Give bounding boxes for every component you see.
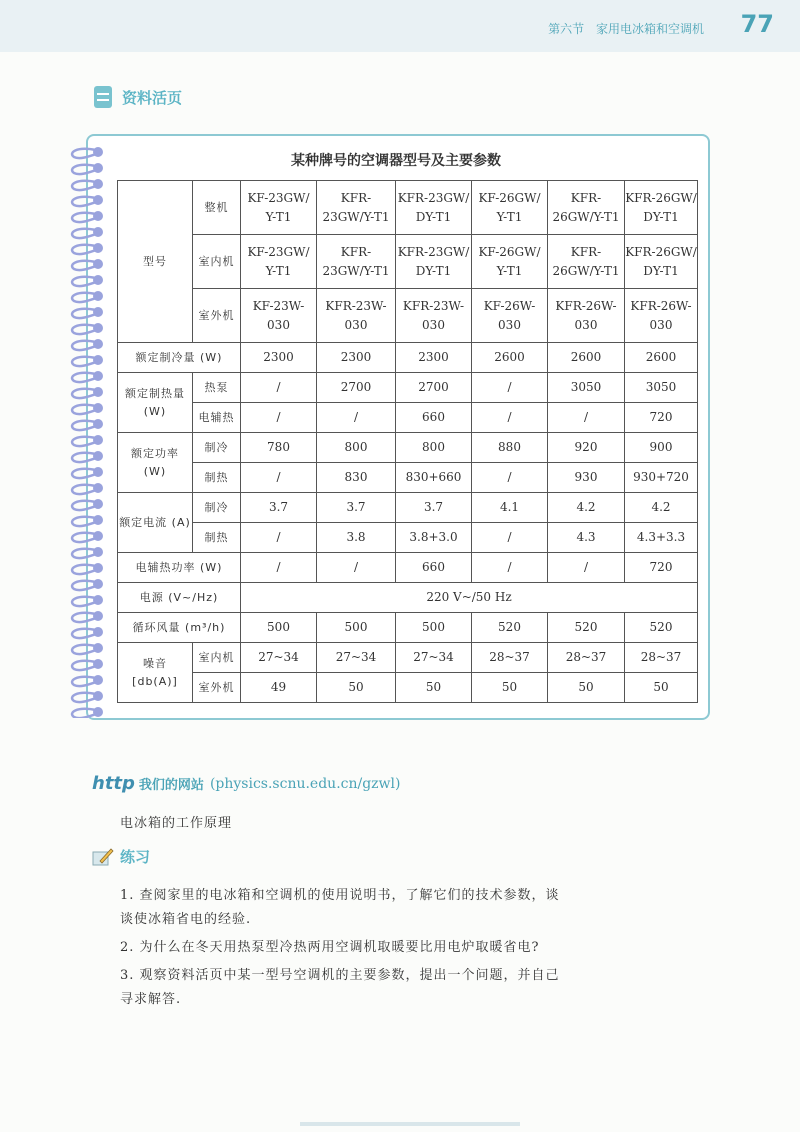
cell: / xyxy=(241,403,317,433)
cell: 780 xyxy=(241,433,317,463)
cell: 3.8 xyxy=(317,523,396,553)
table-row xyxy=(118,235,698,289)
cell: 930 xyxy=(548,463,625,493)
cell: 4.3+3.3 xyxy=(625,523,698,553)
cell: KFR- 23GW/Y-T1 xyxy=(317,235,396,289)
table-row xyxy=(118,403,698,433)
cell: 3050 xyxy=(625,373,698,403)
cell: 4.1 xyxy=(472,493,548,523)
cell: / xyxy=(241,463,317,493)
cell: 2300 xyxy=(317,343,396,373)
cell: 660 xyxy=(396,553,472,583)
cell: KFR-23GW/ DY-T1 xyxy=(396,235,472,289)
sub-label-outdoor: 室外机 xyxy=(193,673,241,703)
cell: KF-26W- 030 xyxy=(472,289,548,343)
cell: 2600 xyxy=(548,343,625,373)
website-label: 我们的网站 xyxy=(138,778,204,793)
cell: 720 xyxy=(625,403,698,433)
cell: 27~34 xyxy=(317,643,396,673)
row-label-noise: 噪音 [db(A)] xyxy=(118,643,193,703)
sub-label-outdoor: 室外机 xyxy=(193,289,241,343)
cell: 800 xyxy=(396,433,472,463)
sub-label-heat-pump: 热泵 xyxy=(193,373,241,403)
cell: 27~34 xyxy=(241,643,317,673)
cell: KFR-23W- 030 xyxy=(317,289,396,343)
cell: KFR- 23GW/Y-T1 xyxy=(317,181,396,235)
cell: KFR- 26GW/Y-T1 xyxy=(548,181,625,235)
cell: 4.2 xyxy=(548,493,625,523)
cell: KFR-23W- 030 xyxy=(396,289,472,343)
cell: 2700 xyxy=(396,373,472,403)
cell: / xyxy=(241,373,317,403)
cell: KF-23W- 030 xyxy=(241,289,317,343)
cell: / xyxy=(241,523,317,553)
exercise-item-2: 2. 为什么在冬天用热泵型冷热两用空调机取暖要比用电炉取暖省电? xyxy=(120,940,540,955)
cell: KFR-26GW/ DY-T1 xyxy=(625,235,698,289)
cell: 28~37 xyxy=(548,643,625,673)
row-label-cooling-capacity: 额定制冷量 (W) xyxy=(118,343,241,373)
sub-label-electric: 电辅热 xyxy=(193,403,241,433)
cell: / xyxy=(472,463,548,493)
row-label-rated-power: 额定功率 (W) xyxy=(118,433,193,493)
cell: KFR- 26GW/Y-T1 xyxy=(548,235,625,289)
cell-power-source: 220 V~/50 Hz xyxy=(241,583,698,613)
sub-label-heating: 制热 xyxy=(193,523,241,553)
cell: 4.3 xyxy=(548,523,625,553)
table-row xyxy=(118,181,698,235)
cell: 3.7 xyxy=(317,493,396,523)
sub-label-indoor: 室内机 xyxy=(193,643,241,673)
cell: 920 xyxy=(548,433,625,463)
page-number: 77 xyxy=(740,10,774,38)
table-row xyxy=(118,433,698,463)
cell: 3.7 xyxy=(396,493,472,523)
table-row xyxy=(118,643,698,673)
row-label-rated-current: 额定电流 (A) xyxy=(118,493,193,553)
sub-label-cooling: 制冷 xyxy=(193,433,241,463)
row-label-airflow: 循环风量 (m³/h) xyxy=(118,613,241,643)
table-row xyxy=(118,463,698,493)
cell: 660 xyxy=(396,403,472,433)
table-row xyxy=(118,289,698,343)
row-label-heating-capacity: 额定制热量 (W) xyxy=(118,373,193,433)
table-row xyxy=(118,343,698,373)
cell: KFR-26W- 030 xyxy=(625,289,698,343)
cell: 2600 xyxy=(625,343,698,373)
cell: / xyxy=(472,403,548,433)
table-row xyxy=(118,583,698,613)
website-line xyxy=(92,773,400,794)
cell: 3.7 xyxy=(241,493,317,523)
cell: 500 xyxy=(317,613,396,643)
cell: 4.2 xyxy=(625,493,698,523)
cell: 720 xyxy=(625,553,698,583)
bottom-bar xyxy=(300,1122,520,1126)
table-row xyxy=(118,493,698,523)
row-label-aux-heating-power: 电辅热功率 (W) xyxy=(118,553,241,583)
cell: 930+720 xyxy=(625,463,698,493)
exercise-title: 练习 xyxy=(120,848,151,866)
sub-label-cooling: 制冷 xyxy=(193,493,241,523)
cell: / xyxy=(472,523,548,553)
cell: 900 xyxy=(625,433,698,463)
exercise-item-3: 3. 观察资料活页中某一型号空调机的主要参数，提出一个问题，并自己寻求解答. xyxy=(120,968,560,1007)
section-header xyxy=(540,20,704,37)
cell: 50 xyxy=(472,673,548,703)
cell: / xyxy=(241,553,317,583)
cell: 27~34 xyxy=(396,643,472,673)
cell: 3.8+3.0 xyxy=(396,523,472,553)
cell: / xyxy=(548,403,625,433)
cell: 49 xyxy=(241,673,317,703)
cell: 2600 xyxy=(472,343,548,373)
http-logo-icon: http xyxy=(92,773,135,794)
cell: / xyxy=(548,553,625,583)
cell: 50 xyxy=(396,673,472,703)
cell: 2300 xyxy=(241,343,317,373)
table-title: 某种牌号的空调器型号及主要参数 xyxy=(291,153,501,169)
cell: 2300 xyxy=(396,343,472,373)
notebook-icon xyxy=(94,86,112,108)
table-row xyxy=(118,553,698,583)
cell: / xyxy=(317,403,396,433)
section-title: 家用电冰箱和空调机 xyxy=(595,22,704,36)
cell: / xyxy=(317,553,396,583)
cell: / xyxy=(472,553,548,583)
cell: KFR-26W- 030 xyxy=(548,289,625,343)
cell: KFR-26GW/ DY-T1 xyxy=(625,181,698,235)
row-label-model: 型号 xyxy=(118,181,193,343)
exercise-list xyxy=(120,884,560,1016)
cell: 50 xyxy=(548,673,625,703)
cell: KF-23GW/ Y-T1 xyxy=(241,235,317,289)
cell: / xyxy=(472,373,548,403)
pencil-notebook-icon xyxy=(92,847,114,867)
cell: 28~37 xyxy=(472,643,548,673)
sub-label-whole: 整机 xyxy=(193,181,241,235)
table-row xyxy=(118,373,698,403)
exercise-item-1: 1. 查阅家里的电冰箱和空调机的使用说明书，了解它们的技术参数，谈谈使冰箱省电的经验. xyxy=(120,888,560,927)
sub-label-indoor: 室内机 xyxy=(193,235,241,289)
website-url[interactable]: (physics.scnu.edu.cn/gzwl) xyxy=(209,775,401,792)
spiral-binding-icon xyxy=(66,142,106,718)
cell: 830 xyxy=(317,463,396,493)
cell: KF-23GW/ Y-T1 xyxy=(241,181,317,235)
table-row xyxy=(118,523,698,553)
cell: KFR-23GW/ DY-T1 xyxy=(396,181,472,235)
spec-table xyxy=(117,180,698,703)
cell: 880 xyxy=(472,433,548,463)
cell: 3050 xyxy=(548,373,625,403)
cell: KF-26GW/ Y-T1 xyxy=(472,181,548,235)
cell: 2700 xyxy=(317,373,396,403)
website-topic: 电冰箱的工作原理 xyxy=(120,816,233,831)
ziliao-title: 资料活页 xyxy=(122,88,183,107)
cell: 500 xyxy=(241,613,317,643)
sub-label-heating: 制热 xyxy=(193,463,241,493)
cell: 28~37 xyxy=(625,643,698,673)
section-number: 第六节 xyxy=(548,22,585,36)
row-label-power-source: 电源 (V~/Hz) xyxy=(118,583,241,613)
cell: 830+660 xyxy=(396,463,472,493)
cell: 50 xyxy=(317,673,396,703)
table-row xyxy=(118,673,698,703)
table-row xyxy=(118,613,698,643)
cell: KF-26GW/ Y-T1 xyxy=(472,235,548,289)
cell: 800 xyxy=(317,433,396,463)
cell: 520 xyxy=(472,613,548,643)
cell: 50 xyxy=(625,673,698,703)
cell: 520 xyxy=(625,613,698,643)
cell: 500 xyxy=(396,613,472,643)
exercise-heading xyxy=(92,846,150,867)
cell: 520 xyxy=(548,613,625,643)
ziliao-heading xyxy=(94,86,182,108)
